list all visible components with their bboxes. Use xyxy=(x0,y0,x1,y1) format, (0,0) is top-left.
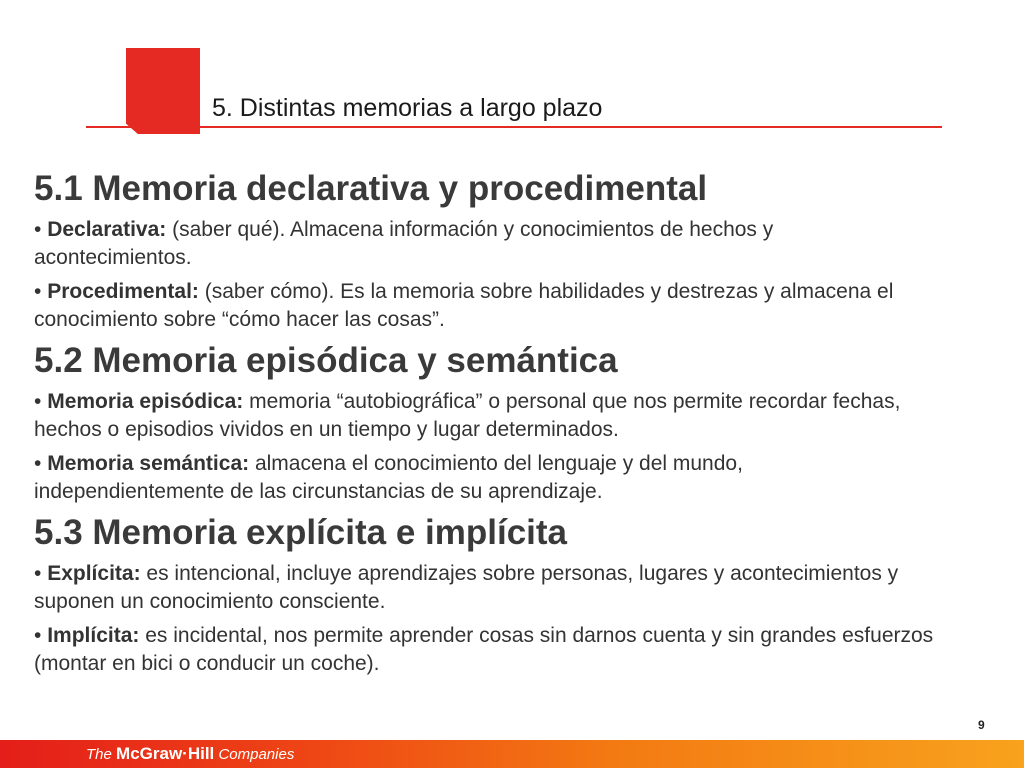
footer-bar xyxy=(0,740,1024,768)
item-term: Procedimental: xyxy=(47,280,199,303)
bullet-item-explicita xyxy=(34,560,934,616)
bullet-item-procedimental xyxy=(34,278,934,334)
bullet-item-semantica xyxy=(34,450,934,506)
bullet-marker: • xyxy=(34,390,42,413)
bullet-item-declarativa xyxy=(34,216,934,272)
item-text: es intencional, incluye aprendizajes sobre personas, lugares y acontecimientos y suponen un conocimiento consciente. xyxy=(34,562,899,613)
bullet-marker: • xyxy=(34,452,42,475)
bullet-item-episodica xyxy=(34,388,934,444)
item-term: Implícita: xyxy=(47,624,140,647)
logo-suffix: Companies xyxy=(218,746,295,763)
header-rule xyxy=(86,126,942,128)
item-term: Memoria semántica: xyxy=(47,452,250,475)
item-text: es incidental, nos permite aprender cosas sin darnos cuenta y sin grandes esfuerzos (montar en bici o conducir un coche). xyxy=(34,624,934,675)
item-text: (saber qué). Almacena información y conocimientos de hechos y acontecimientos. xyxy=(34,218,774,269)
item-term: Memoria episódica: xyxy=(47,390,244,413)
item-term: Explícita: xyxy=(47,562,141,585)
bullet-marker: • xyxy=(34,624,42,647)
bullet-item-implicita xyxy=(34,622,934,678)
bullet-marker: • xyxy=(34,562,42,585)
logo-brand: McGraw·Hill xyxy=(116,744,215,763)
subheading-explicita-implicita: 5.3 Memoria explícita e implícita xyxy=(34,513,567,552)
red-tab-decoration xyxy=(126,48,200,134)
bullet-marker: • xyxy=(34,218,42,241)
subheading-declarativa-procedimental: 5.1 Memoria declarativa y procedimental xyxy=(34,169,708,208)
logo-prefix: The xyxy=(86,746,112,763)
item-text: almacena el conocimiento del lenguaje y del mundo, independientemente de las circunstancias de su aprendizaje. xyxy=(34,452,743,503)
item-text: memoria “autobiográfica” o personal que nos permite recordar fechas, hechos o episodios vividos en un tiempo y lugar determinados. xyxy=(34,390,901,441)
bullet-marker: • xyxy=(34,280,42,303)
page-number: 9 xyxy=(978,718,985,732)
subheading-episodica-semantica: 5.2 Memoria episódica y semántica xyxy=(34,341,618,380)
item-term: Declarativa: xyxy=(47,218,167,241)
section-title: 5. Distintas memorias a largo plazo xyxy=(212,94,603,122)
mcgraw-hill-logo xyxy=(86,742,294,766)
slide-content xyxy=(34,168,934,684)
item-text: (saber cómo). Es la memoria sobre habilidades y destrezas y almacena el conocimiento sobre “cómo hacer las cosas”. xyxy=(34,280,894,331)
